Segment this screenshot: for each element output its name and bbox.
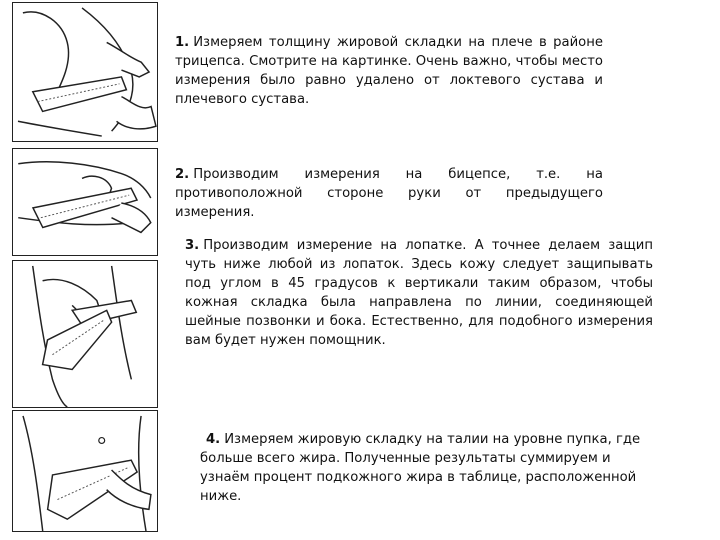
caliper-biceps-drawing xyxy=(13,149,157,255)
step-2-body: Производим измерения на бицепсе, т.е. на противоположной стороне руки от предыдущего измерения. xyxy=(175,167,603,220)
step-3-text xyxy=(185,236,653,350)
caliper-scapula-drawing xyxy=(13,261,157,407)
caliper-triceps-drawing xyxy=(13,3,157,141)
step-4-number: 4. xyxy=(206,432,221,447)
caliper-waist-drawing xyxy=(13,411,157,531)
step-3-number: 3. xyxy=(185,238,200,253)
illustration-biceps-measurement xyxy=(12,148,158,256)
step-4-body: Измеряем жировую складку на талии на уровне пупка, где больше всего жира. Полученные результаты суммируем и узнаём процент подкожного жира в таблице, расположенной ниже. xyxy=(200,432,641,504)
illustration-triceps-measurement xyxy=(12,2,158,142)
step-4-text xyxy=(200,430,662,506)
step-2-number: 2. xyxy=(175,167,190,182)
step-1-number: 1. xyxy=(175,35,190,50)
illustration-scapula-measurement xyxy=(12,260,158,408)
illustration-waist-measurement xyxy=(12,410,158,532)
step-2-text xyxy=(175,165,603,222)
step-1-text xyxy=(175,33,603,109)
step-1-body: Измеряем толщину жировой складки на плече в районе трицепса. Смотрите на картинке. Очень важно, чтобы место измерения было равно удалено от локтевого сустава и плечевого сустава. xyxy=(175,35,603,107)
step-3-body: Производим измерение на лопатке. А точнее делаем защип чуть ниже любой из лопаток. Здесь кожу следует защипывать под углом в 45 градусов к вертикали таким образом, чтобы кожная складка была направлена по линии, соединяющей шейные позвонки и бока. Естественно, для подобного измерения вам будет нужен помощник. xyxy=(185,238,653,348)
